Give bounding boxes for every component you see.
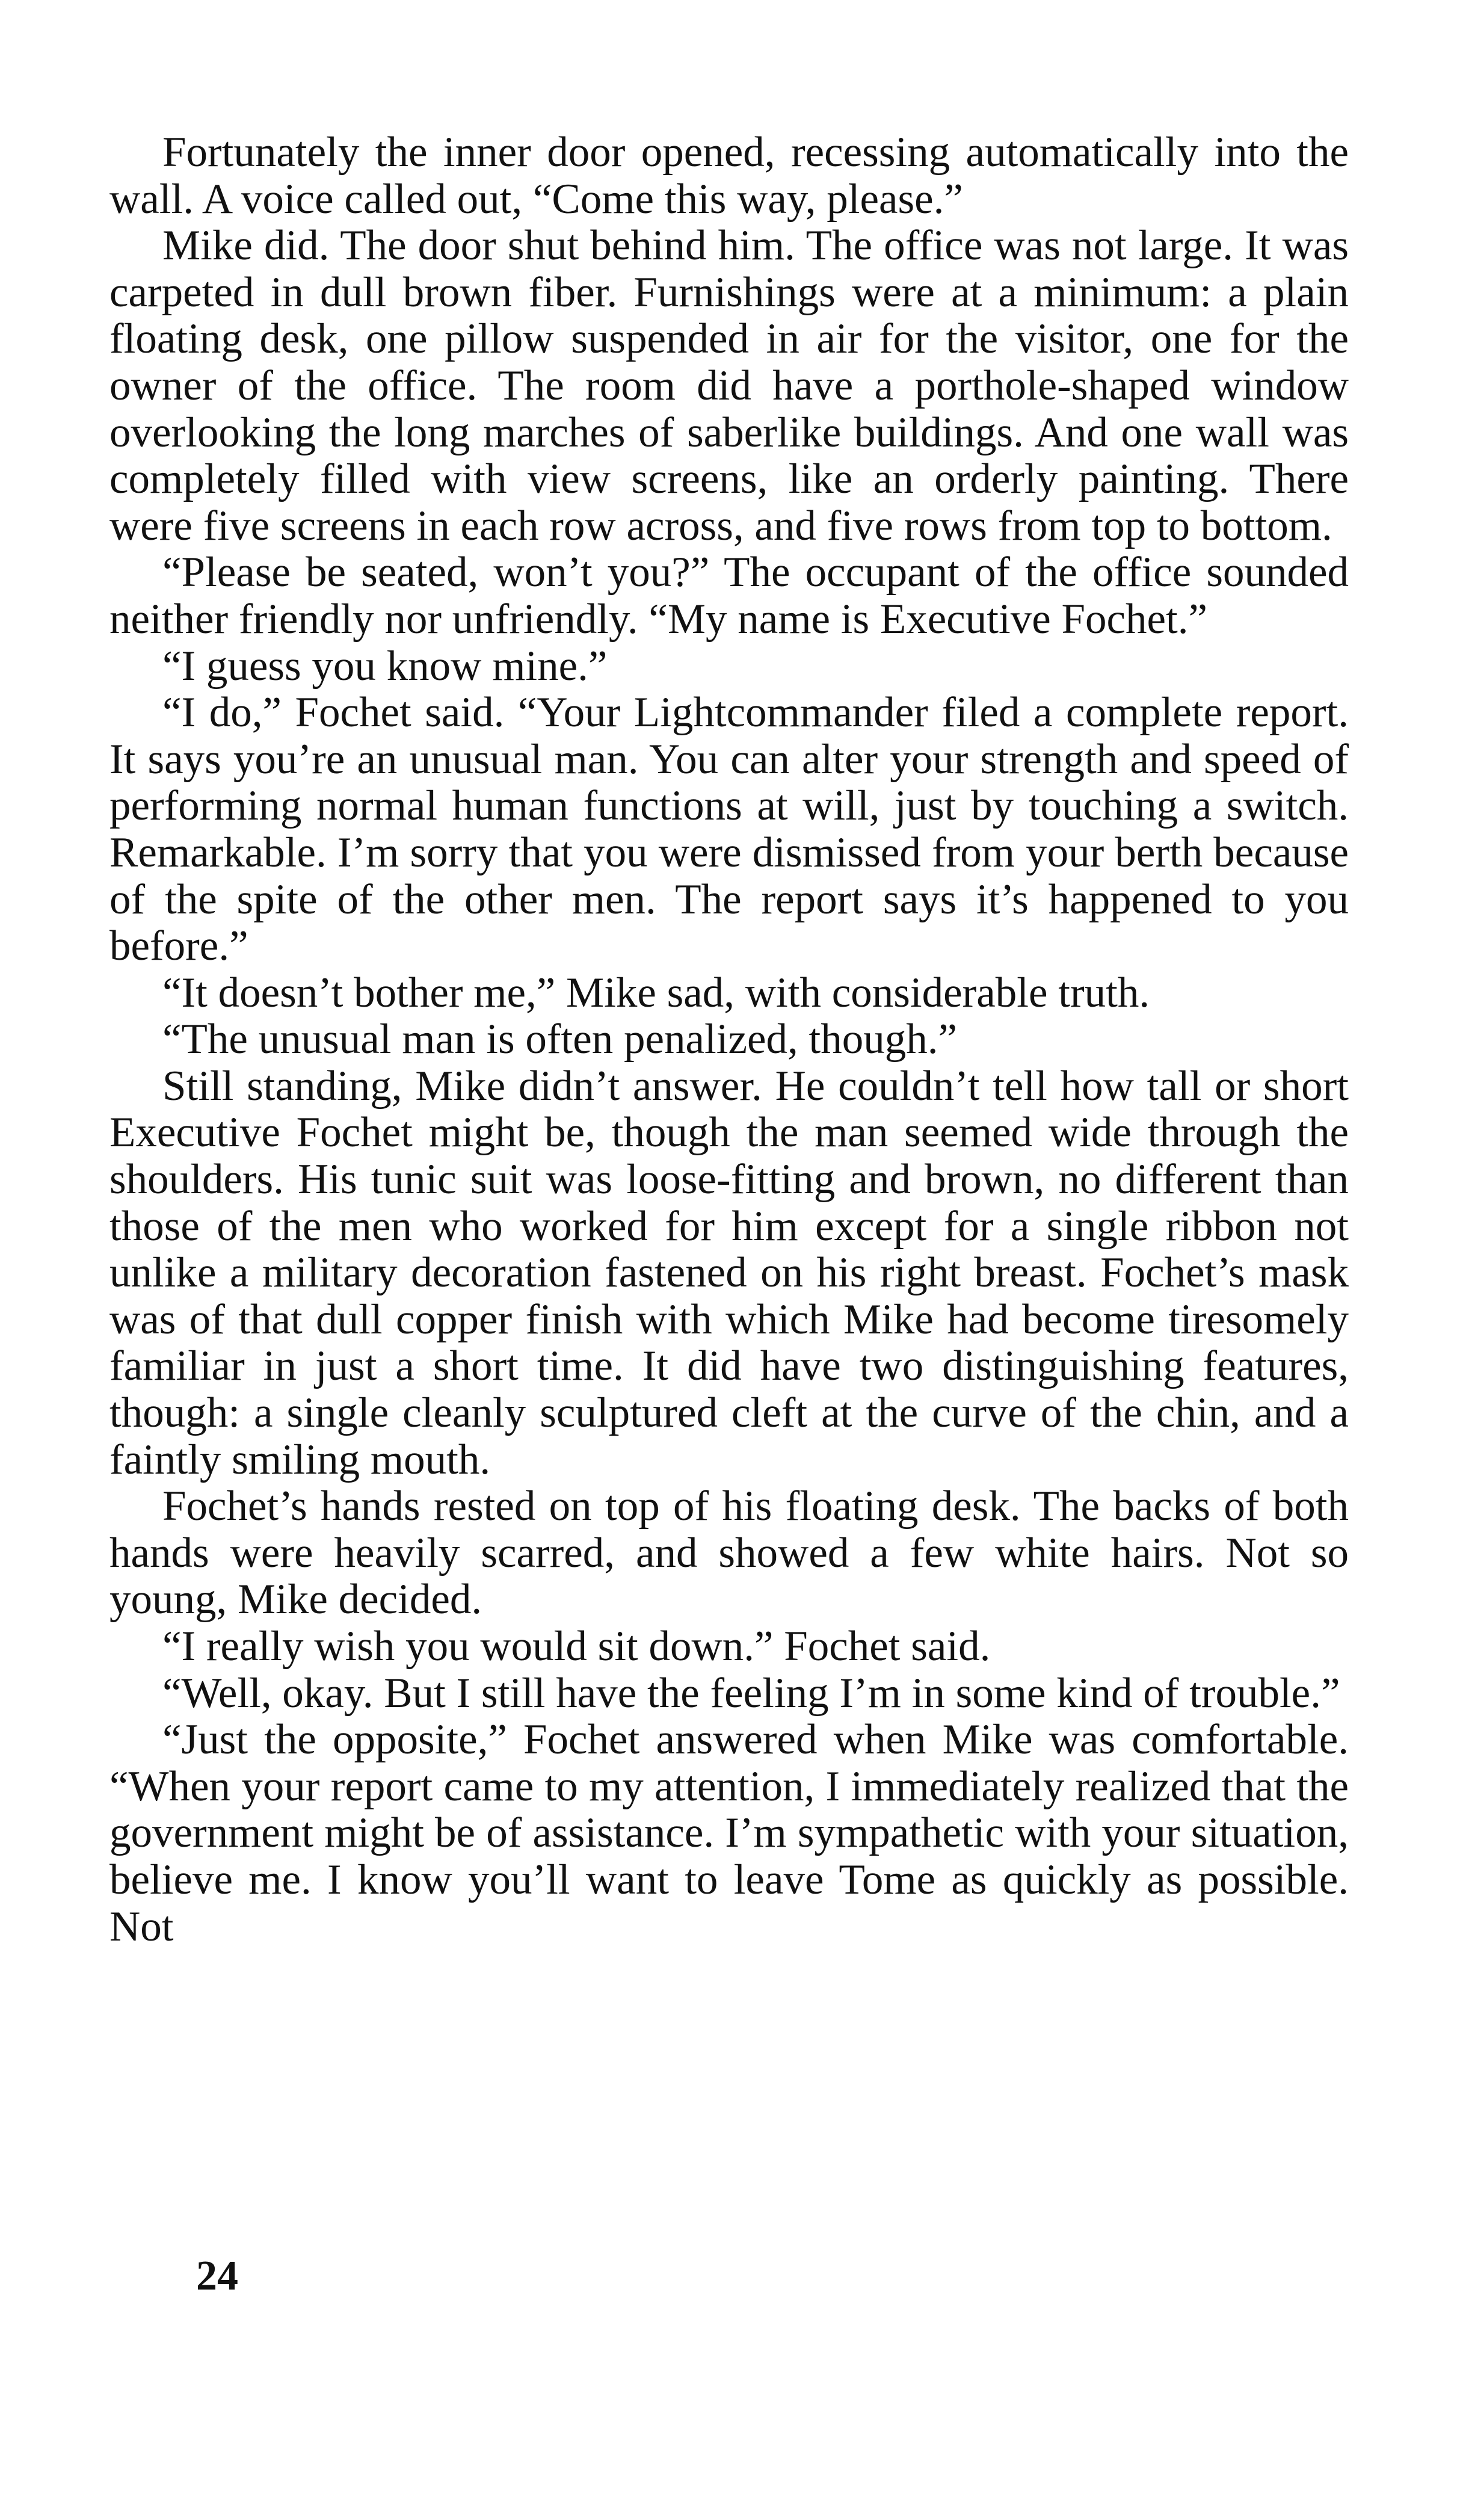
paragraph: “Well, okay. But I still have the feeling I’m in some kind of trouble.” — [162, 1669, 1340, 1717]
paragraph: Fochet’s hands rested on top of his floating desk. The backs of both hands were heavily scarred, and showed a few white hairs. Not so young, Mike decided. — [109, 1483, 1349, 1623]
paragraph: Mike did. The door shut behind him. The office was not large. It was carpeted in dull brown fiber. Furnishings were at a minimum: a plain floating desk, one pillow suspended in air for the visitor, one for the owner of the office. The room did have a porthole-shaped window overlooking the long marches of saberlike buildings. And one wall was completely filled with view screens, like an orderly painting. There were five screens in each row across, and five rows from top to bottom. — [109, 222, 1349, 549]
paragraph: “I do,” Fochet said. “Your Lightcommander filed a complete report. It says you’re an unusual man. You can alter your strength and speed of performing normal human functions at will, just by touching a switch. Remarkable. I’m sorry that you were dismissed from your berth because of the spite of the other men. The report says it’s happened to you before.” — [109, 689, 1349, 970]
paragraph: “I really wish you would sit down.” Fochet said. — [162, 1623, 991, 1670]
paragraph: Fortunately the inner door opened, recessing automatically into the wall. A voice called out, “Come this way, please.” — [109, 129, 1349, 223]
paragraph: “Just the opposite,” Fochet answered when Mike was comfortable. “When your report came to my attention, I immediately realized that the government might be of assistance. I’m sympathetic with your situation, believe me. I know you’ll want to leave Tome as quickly as possible. Not — [109, 1716, 1349, 1950]
paragraph: “The unusual man is often penalized, though.” — [162, 1016, 957, 1063]
paragraph: “Please be seated, won’t you?” The occupant of the office sounded neither friendly nor unfriendly. “My name is Executive Fochet.” — [109, 549, 1349, 643]
page-number: 24 — [196, 2253, 238, 2299]
paragraph: Still standing, Mike didn’t answer. He couldn’t tell how tall or short Executive Fochet might be, though the man seemed wide through the shoulders. His tunic suit was loose-fitting and brown, no different than those of the men who worked for him except for a single ribbon not unlike a military decoration fastened on his right breast. Fochet’s mask was of that dull copper finish with which Mike had become tiresomely familiar in just a short time. It did have two distinguishing features, though: a single cleanly sculptured cleft at the curve of the chin, and a faintly smiling mouth. — [109, 1062, 1349, 1483]
paragraph: “It doesn’t bother me,” Mike sad, with considerable truth. — [162, 969, 1150, 1016]
paragraph: “I guess you know mine.” — [162, 642, 608, 690]
book-page-body — [109, 129, 1349, 1950]
